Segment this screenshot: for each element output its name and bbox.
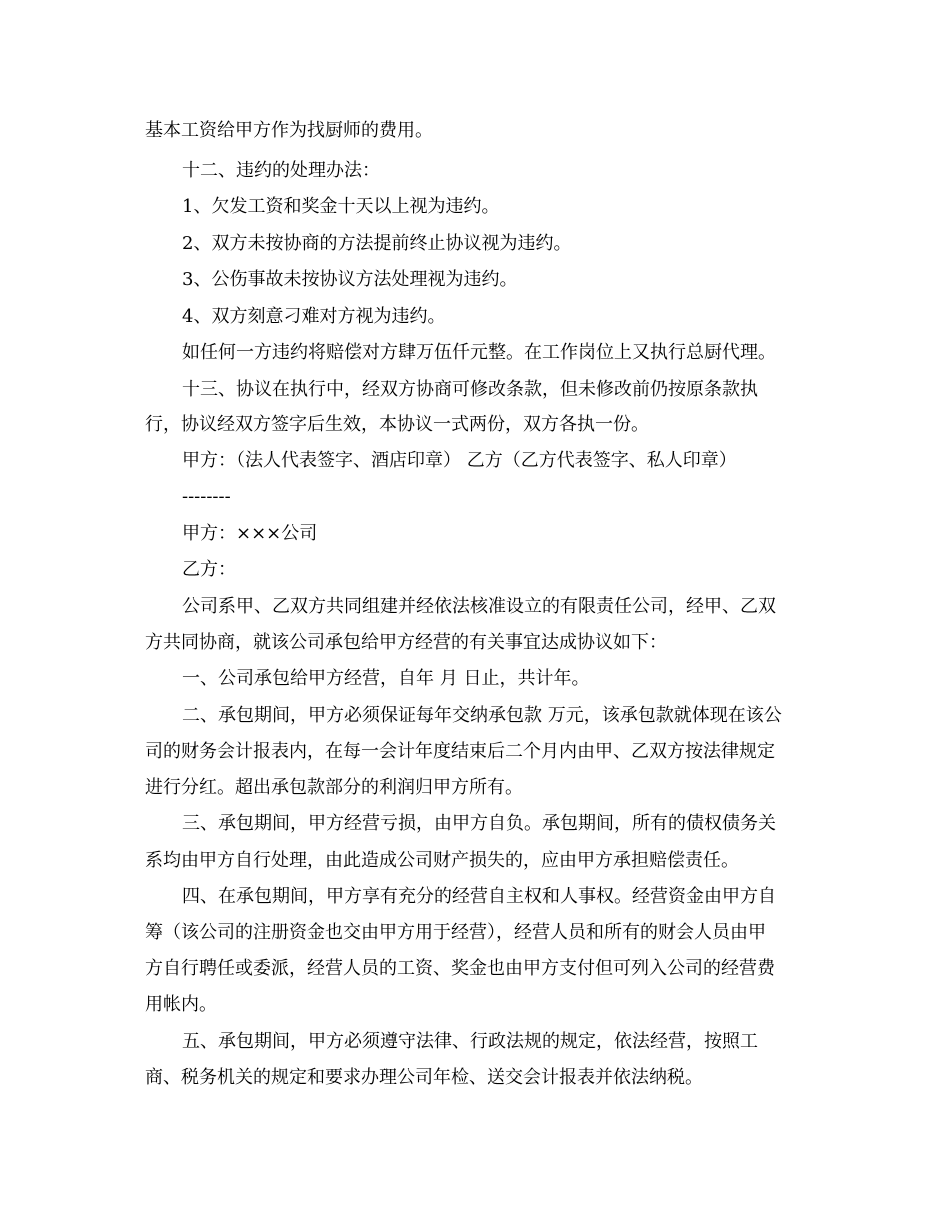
text-line: 司的财务会计报表内，在每一会计年度结束后二个月内由甲、乙双方按法律规定 [145,741,775,762]
signature-line: 甲方：（法人代表签字、酒店印章） 乙方（乙方代表签字、私人印章） [182,450,737,471]
text-line: 公司系甲、乙双方共同组建并经依法核准设立的有限责任公司，经甲、乙双 [182,596,776,617]
clause-line: 一、公司承包给甲方经营，自年 月 日止，共计年。 [182,668,590,689]
clause-line: 二、承包期间，甲方必须保证每年交纳承包款 万元，该承包款就体现在该公 [182,705,782,726]
text-line: 用帐内。 [145,994,217,1015]
text-line: 商、税务机关的规定和要求办理公司年检、送交会计报表并依法纳税。 [145,1067,703,1088]
text-line: 筹（该公司的注册资金也交由甲方用于经营），经营人员和所有的财会人员由甲 [145,922,766,943]
section-heading: 十二、违约的处理办法： [182,160,380,181]
text-line: 行，协议经双方签字后生效，本协议一式两份，双方各执一份。 [145,414,649,435]
text-line: 方自行聘任或委派，经营人员的工资、奖金也由甲方支付但可列入公司的经营费 [145,958,775,979]
text-line: 系均由甲方自行处理，由此造成公司财产损失的，应由甲方承担赔偿责任。 [145,850,739,871]
party-a-label: 甲方：×××公司 [182,523,318,544]
section-heading: 十三、协议在执行中，经双方协商可修改条款，但未修改前仍按原条款执 [182,379,758,400]
text-line: 3、公伤事故未按协议方法处理视为违约。 [182,269,518,290]
text-line: 1、欠发工资和奖金十天以上视为违约。 [182,196,500,217]
party-b-label: 乙方： [182,559,236,580]
text-line: 如任何一方违约将赔偿对方肆万伍仟元整。在工作岗位上又执行总厨代理。 [182,342,776,363]
text-line: 方共同协商，就该公司承包给甲方经营的有关事宜达成协议如下： [145,632,667,653]
text-line: 4、双方刻意刁难对方视为违约。 [182,306,446,327]
dash-separator: -------- [182,486,231,507]
clause-line: 三、承包期间，甲方经营亏损，由甲方自负。承包期间，所有的债权债务关 [182,813,776,834]
clause-line: 四、在承包期间，甲方享有充分的经营自主权和人事权。经营资金由甲方自 [182,886,776,907]
text-line: 2、双方未按协商的方法提前终止协议视为违约。 [182,233,572,254]
text-line: 基本工资给甲方作为找厨师的费用。 [145,120,433,141]
text-line: 进行分红。超出承包款部分的利润归甲方所有。 [145,777,523,798]
clause-line: 五、承包期间，甲方必须遵守法律、行政法规的规定，依法经营，按照工 [182,1031,758,1052]
